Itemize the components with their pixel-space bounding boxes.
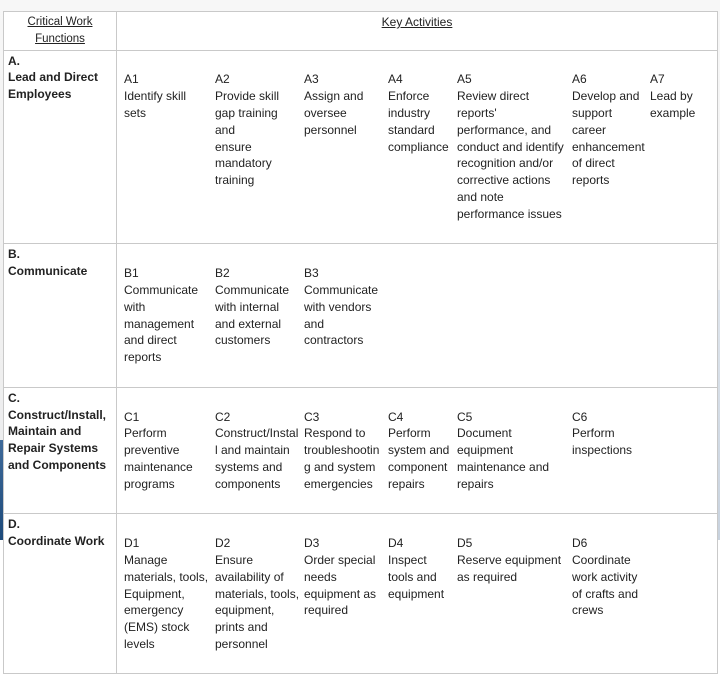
activity-code: D5	[457, 536, 473, 551]
activity-text: Manage materials, tools, Equipment, emergency (EMS) stock levels	[124, 552, 209, 651]
activities-cell	[117, 244, 718, 387]
activity-text: Communicate with internal and external customers	[215, 282, 290, 348]
activity-code: A1	[124, 72, 139, 87]
header-critical-work-functions: Critical Work Functions	[4, 12, 117, 51]
activity-item	[569, 407, 647, 495]
activity-item	[385, 407, 454, 495]
activity-code: B1	[124, 266, 139, 281]
activity-code: D4	[388, 536, 404, 551]
activity-code: C6	[572, 409, 588, 424]
activity-item	[385, 69, 454, 224]
function-label: B. Communicate	[4, 244, 117, 387]
activity-code: A7	[650, 72, 665, 87]
activity-text: Perform inspections	[572, 426, 633, 458]
activity-item	[385, 533, 454, 655]
activity-item	[212, 263, 301, 368]
table-row	[4, 387, 718, 514]
activity-text: Order special needs equipment as required	[304, 552, 377, 618]
activity-item	[454, 69, 569, 224]
activity-text: Coordinate work activity of crafts and crews	[572, 552, 639, 618]
activity-item	[301, 69, 385, 224]
work-functions-table	[3, 11, 718, 674]
activity-item	[212, 533, 301, 655]
activity-text: Identify skill sets	[124, 89, 187, 120]
activity-text: Communicate with management and direct reports	[124, 282, 199, 365]
table-row	[4, 514, 718, 674]
activity-text: Assign and oversee personnel	[304, 89, 364, 137]
activity-item	[212, 69, 301, 224]
activities-cell	[117, 50, 718, 244]
activity-text: Respond to troubleshootin g and system emergencies	[304, 426, 380, 491]
activity-code: B2	[215, 266, 230, 281]
activity-code: A3	[304, 72, 319, 87]
activity-item	[454, 263, 569, 368]
activity-code: C5	[457, 409, 473, 424]
activity-text: Ensure availability of materials, tools, equipment, prints and personnel	[215, 552, 300, 651]
activity-item	[647, 533, 713, 655]
activity-item	[647, 407, 713, 495]
activity-text: Document equipment maintenance and repairs	[457, 426, 550, 491]
activity-item	[301, 263, 385, 368]
header-key-activities: Key Activities	[117, 12, 718, 51]
activity-text: Inspect tools and equipment	[388, 552, 445, 601]
activity-item	[569, 69, 647, 224]
activity-code: C4	[388, 409, 404, 424]
activity-code: A4	[388, 72, 403, 87]
activity-code: D6	[572, 536, 588, 551]
activity-code: A6	[572, 72, 587, 87]
activity-item	[121, 407, 212, 495]
activity-code: C1	[124, 409, 140, 424]
activity-text: Perform preventive maintenance programs	[124, 426, 193, 491]
function-label: A. Lead and Direct Employees	[4, 50, 117, 244]
activity-item	[647, 69, 713, 224]
activity-text: Enforce industry standard compliance	[388, 89, 449, 154]
activity-item	[385, 263, 454, 368]
activity-code: D1	[124, 536, 140, 551]
activity-item	[454, 407, 569, 495]
activity-text: Lead by example	[650, 89, 696, 120]
activity-item	[454, 533, 569, 655]
activity-item	[301, 533, 385, 655]
table-row	[4, 244, 718, 387]
activities-cell	[117, 387, 718, 514]
table-row	[4, 50, 718, 244]
activity-item	[301, 407, 385, 495]
activity-text: Develop and support career enhancement of direct reports	[572, 89, 645, 188]
activity-code: D3	[304, 536, 320, 551]
function-label: C. Construct/Install, Maintain and Repair Systems and Components	[4, 387, 117, 514]
activity-text: Provide skill gap training and ensure mandatory training	[215, 89, 280, 188]
activity-text: Communicate with vendors and contractors	[304, 282, 379, 348]
activity-code: C2	[215, 409, 231, 424]
activity-item	[569, 533, 647, 655]
activity-code: A2	[215, 72, 230, 87]
header-row	[4, 12, 718, 51]
activity-item	[212, 407, 301, 495]
activity-text: Perform system and component repairs	[388, 426, 450, 491]
activity-text: Construct/Instal l and maintain systems and components	[215, 426, 299, 491]
activity-item	[647, 263, 713, 368]
function-label: D. Coordinate Work	[4, 514, 117, 674]
activity-item	[121, 263, 212, 368]
activity-text: Reserve equipment as required	[457, 552, 562, 584]
activity-item	[121, 533, 212, 655]
activity-text: Review direct reports' performance, and conduct and identify recognition and/or corrective actions and note performance issues	[457, 89, 564, 221]
activity-code: B3	[304, 266, 319, 281]
activity-code: A5	[457, 72, 472, 87]
activity-code: C3	[304, 409, 320, 424]
activity-item	[569, 263, 647, 368]
activities-cell	[117, 514, 718, 674]
activity-code: D2	[215, 536, 231, 551]
activity-item	[121, 69, 212, 224]
